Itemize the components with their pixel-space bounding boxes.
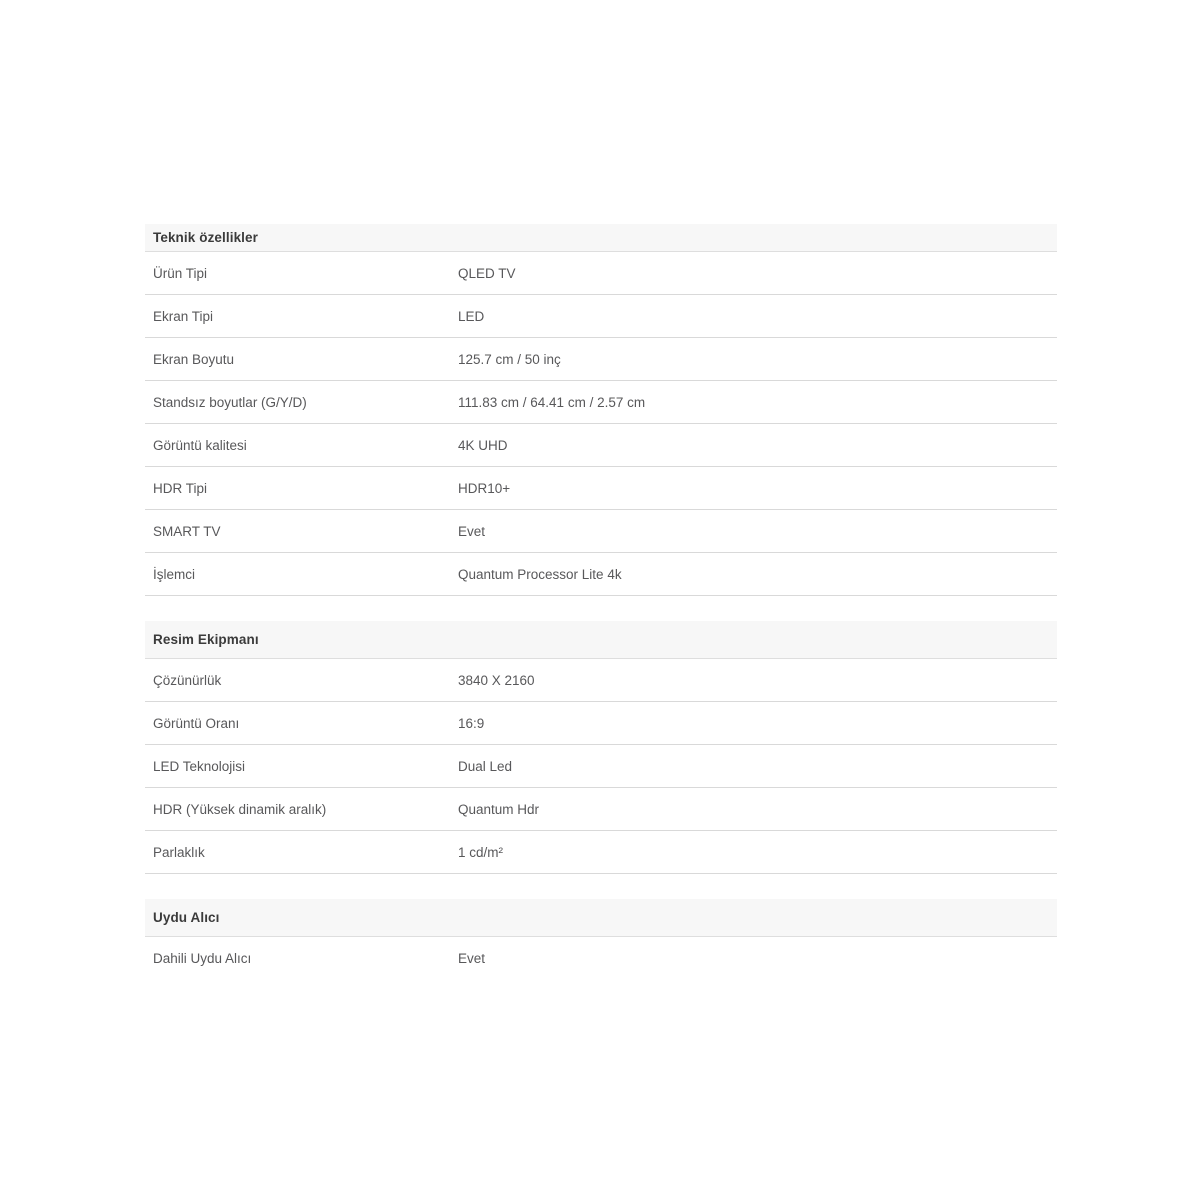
spec-row [145,788,1057,831]
spec-label: Standsız boyutlar (G/Y/D) [153,394,307,410]
spec-row [145,338,1057,381]
section-header [145,224,1057,252]
spec-section [145,224,1057,596]
spec-label: Dahili Uydu Alıcı [153,951,252,966]
spec-value: 3840 X 2160 [458,672,535,688]
spec-row [145,745,1057,788]
spec-row [145,831,1057,874]
spec-value: QLED TV [458,265,516,281]
spec-value: Evet [458,523,486,539]
spec-label: Görüntü Oranı [153,715,240,731]
spec-row [145,702,1057,745]
spec-row [145,937,1057,980]
spec-value: LED [458,308,485,324]
spec-value: Dual Led [458,758,513,774]
spec-value: 125.7 cm / 50 inç [458,351,561,367]
spec-row [145,467,1057,510]
spec-label: Parlaklık [153,844,205,860]
spec-label: SMART TV [153,523,221,539]
spec-label: Ekran Boyutu [153,351,235,367]
spec-value: HDR10+ [458,480,511,496]
section-header [145,621,1057,659]
spec-row [145,553,1057,596]
spec-value: 4K UHD [458,437,508,453]
spec-label: HDR (Yüksek dinamik aralık) [153,801,327,817]
spec-value: Quantum Hdr [458,801,540,817]
spec-label: Ekran Tipi [153,308,214,324]
spec-row [145,252,1057,295]
product-specifications-table [145,224,1057,980]
spec-row [145,295,1057,338]
section-header [145,899,1057,937]
spec-value: Evet [458,951,486,966]
spec-row [145,381,1057,424]
spec-label: Görüntü kalitesi [153,437,247,453]
section-title: Uydu Alıcı [153,910,220,925]
spec-row [145,424,1057,467]
spec-value: 16:9 [458,715,485,731]
spec-value: 1 cd/m² [458,844,504,860]
spec-row [145,510,1057,553]
spec-value: Quantum Processor Lite 4k [458,566,622,582]
spec-label: LED Teknolojisi [153,758,246,774]
spec-value: 111.83 cm / 64.41 cm / 2.57 cm [458,394,646,410]
section-title: Resim Ekipmanı [153,632,259,647]
spec-section [145,621,1057,874]
spec-label: HDR Tipi [153,480,208,496]
spec-section [145,899,1057,980]
spec-label: Çözünürlük [153,672,222,688]
spec-row [145,659,1057,702]
section-title: Teknik özellikler [153,230,258,245]
spec-label: İşlemci [153,566,196,582]
spec-label: Ürün Tipi [153,265,208,281]
